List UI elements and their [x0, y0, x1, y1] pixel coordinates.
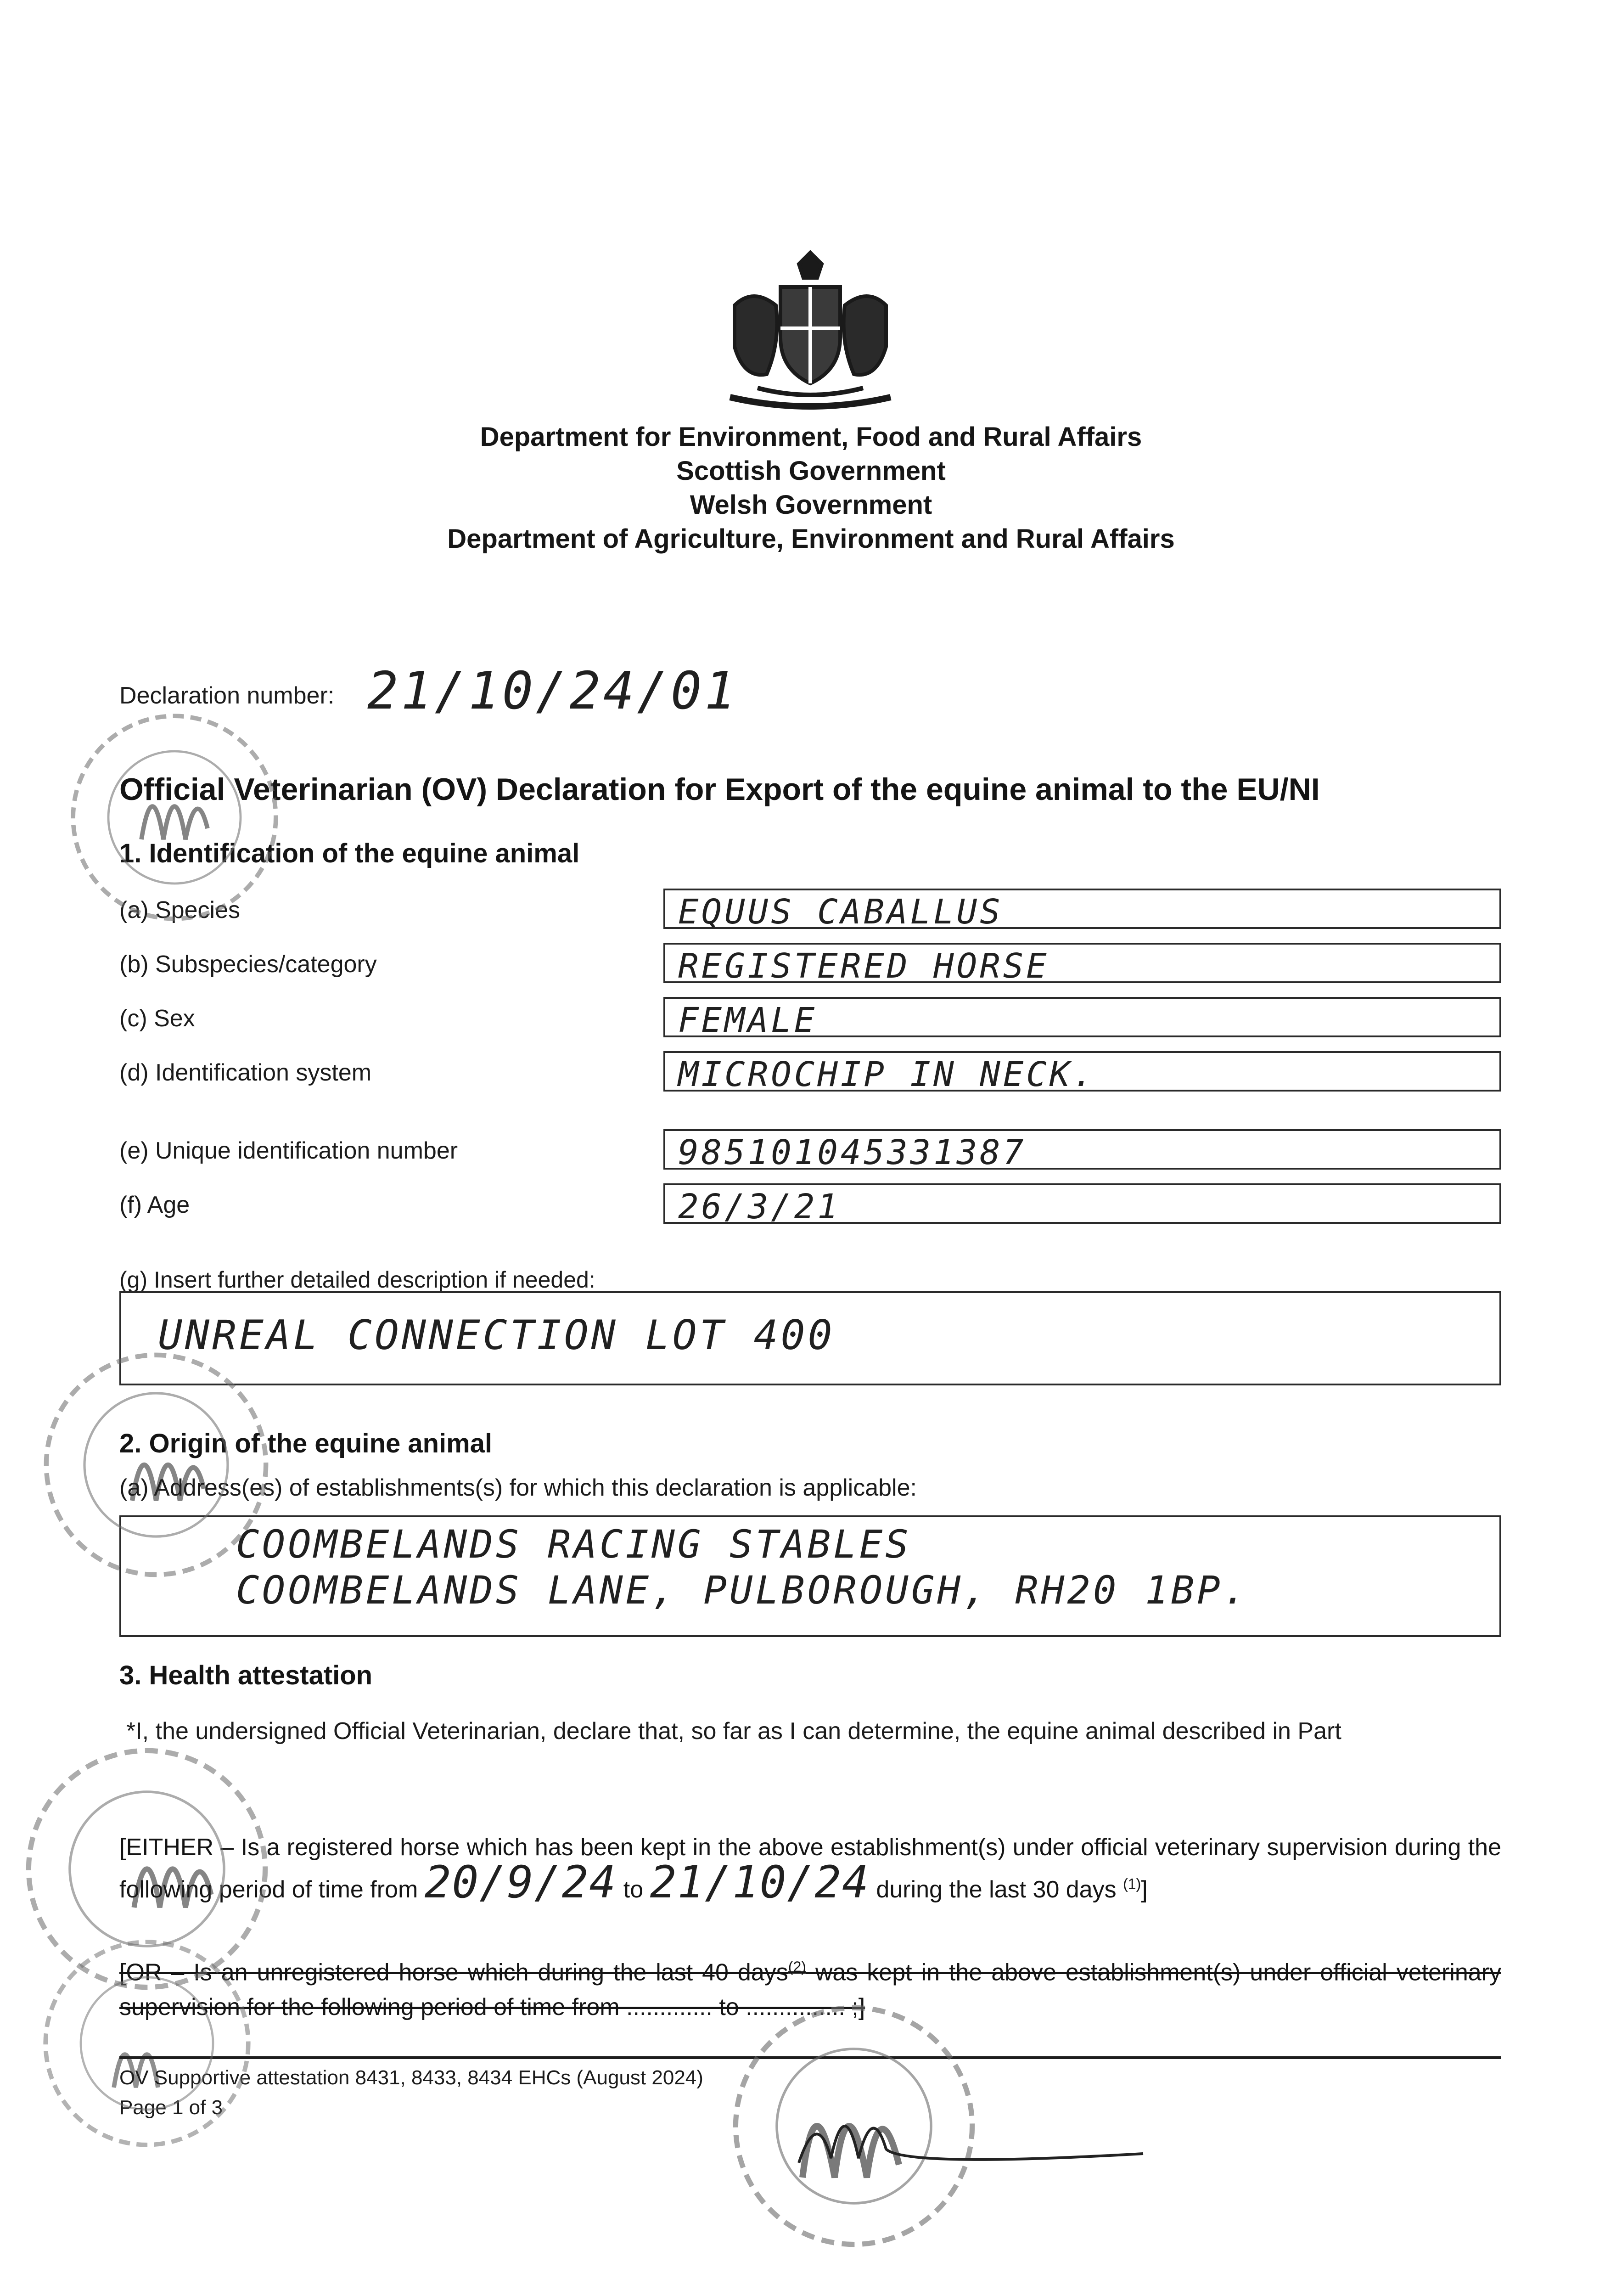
identification-system-value: MICROCHIP IN NECK.	[678, 1055, 1096, 1094]
address-line-1: COOMBELANDS RACING STABLES	[236, 1522, 911, 1567]
species-field	[663, 889, 1501, 932]
subspecies-label: (b) Subspecies/category	[119, 951, 377, 978]
subspecies-value: REGISTERED HORSE	[678, 946, 1050, 986]
identification-system-field	[663, 1051, 1501, 1092]
declaration-number-label: Declaration number:	[119, 682, 335, 709]
age-label: (f) Age	[119, 1192, 190, 1218]
identification-system-label: (d) Identification system	[119, 1059, 372, 1086]
sex-value: FEMALE	[678, 1001, 818, 1040]
footer-reference: OV Supportive attestation 8431, 8433, 8434 EHCs (August 2024)	[119, 2066, 703, 2089]
bracket-close: ]	[1141, 1876, 1148, 1903]
address-line-2: COOMBELANDS LANE, PULBOROUGH, RH20 1BP.	[236, 1568, 1249, 1613]
either-to-date: 21/10/24	[650, 1857, 870, 1908]
section-3-heading: 3. Health attestation	[119, 1660, 373, 1690]
signature-icon	[780, 2094, 1148, 2186]
or-clause-text: [OR – Is an unregistered horse which during the last 40 days	[119, 1959, 788, 1986]
health-attestation-intro: *I, the undersigned Official Veterinarian, declare that, so far as I can determine, the equine animal described in Part	[126, 1718, 1341, 1745]
department-line: Department for Environment, Food and Rural Affairs	[480, 422, 1142, 452]
age-field	[663, 1183, 1501, 1227]
document-title: Official Veterinarian (OV) Declaration for Export of the equine animal to the EU/NI	[119, 772, 1320, 807]
further-description-field	[119, 1291, 1501, 1385]
unique-id-field	[663, 1129, 1501, 1170]
department-line: Welsh Government	[690, 490, 932, 520]
either-clause-text: [EITHER – Is a registered horse which has been kept in the above establishment(s) under official veterinary supervision during the following period of time from	[119, 1834, 1501, 1903]
declaration-number-value: 21/10/24/01	[367, 661, 738, 721]
sex-field	[663, 997, 1501, 1040]
section-1-heading: 1. Identification of the equine animal	[119, 838, 580, 868]
further-description-label: (g) Insert further detailed description if needed:	[119, 1267, 595, 1293]
either-clause	[119, 1830, 1501, 1907]
address-label: (a) Address(es) of establishments(s) for which this declaration is applicable:	[119, 1474, 917, 1501]
or-clause-text-2: was kept in the above establishment(s) under official veterinary supervision for the following period of time from ............. to ............... ;]	[119, 1959, 1501, 2021]
address-field	[119, 1515, 1501, 1637]
official-stamp-icon	[64, 707, 285, 928]
unique-id-label: (e) Unique identification number	[119, 1137, 458, 1164]
royal-coat-of-arms-icon	[702, 250, 918, 416]
department-line: Scottish Government	[676, 456, 946, 486]
species-value: EQUUS CABALLUS	[678, 892, 1003, 932]
further-description-value: UNREAL CONNECTION LOT 400	[158, 1311, 835, 1359]
footer-page-number: Page 1 of 3	[119, 2096, 223, 2119]
unique-id-value: 985101045331387	[678, 1133, 1027, 1172]
either-from-date: 20/9/24	[424, 1857, 617, 1908]
section-2-heading: 2. Origin of the equine animal	[119, 1429, 493, 1458]
footnote-ref: (2)	[788, 1958, 806, 1975]
species-label: (a) Species	[119, 897, 240, 923]
official-stamp-icon	[37, 1345, 275, 1584]
department-header	[0, 420, 1622, 556]
age-value: 26/3/21	[678, 1187, 841, 1227]
official-stamp-icon	[28, 1933, 266, 2154]
footnote-ref: (1)	[1123, 1875, 1141, 1892]
sex-label: (c) Sex	[119, 1005, 195, 1032]
subspecies-field	[663, 943, 1501, 986]
department-line: Department of Agriculture, Environment and Rural Affairs	[447, 524, 1175, 554]
either-clause-end-text: during the last 30 days	[876, 1876, 1117, 1903]
either-to-word: to	[623, 1876, 644, 1903]
